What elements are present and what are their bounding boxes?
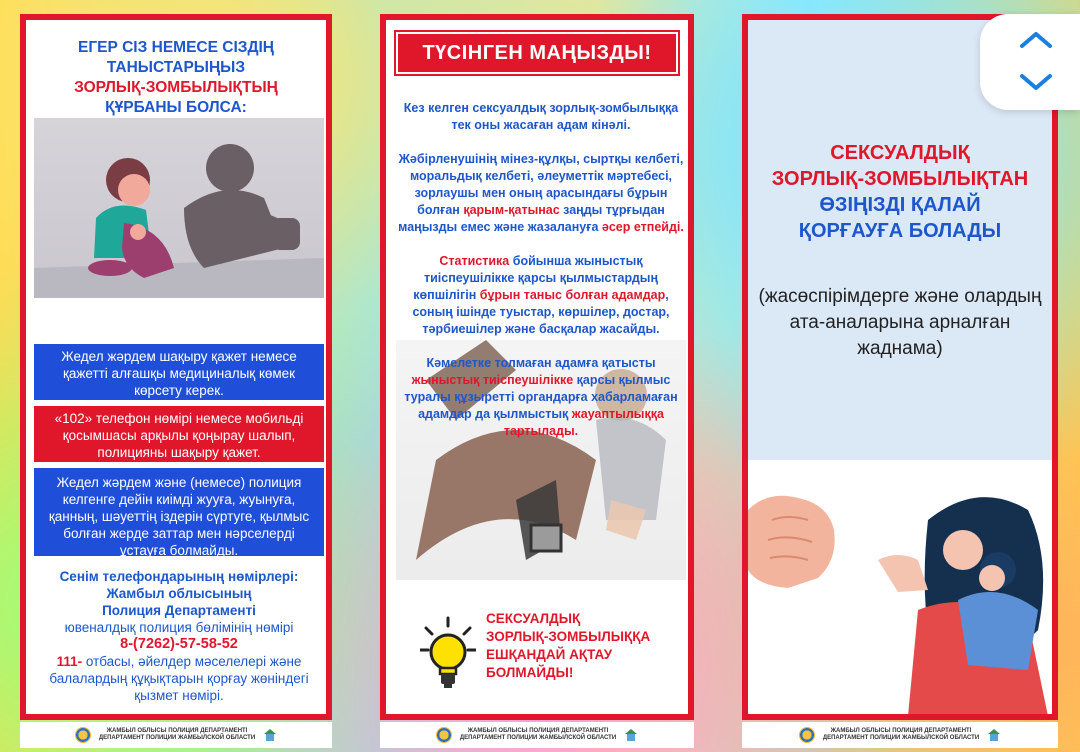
slogan-line2: ЗОРЛЫҚ-ЗОМБЫЛЫҚҚА xyxy=(486,629,651,644)
police-emblem-icon xyxy=(75,727,91,743)
panel2-p2-text-a: Жәбірленушінің мінез-құлқы, сыртқы келбеті, моральдық келбеті, әлеуметтік мәртебесі, зорлаушы мен оның арасындағы бұрын болған xyxy=(398,152,684,217)
panel2-paragraph-4 xyxy=(396,355,686,440)
contacts-111-text: отбасы, әйелдер мәселелері және балалардың құқықтарын қорғау жөніндегі қызмет нөмірі. xyxy=(49,654,309,703)
footer-text xyxy=(823,728,979,742)
victim-illustration xyxy=(34,118,324,298)
house-icon xyxy=(987,729,1001,741)
house-icon xyxy=(263,729,277,741)
panel2-p2-text-b: заңды тұрғыдан маңызды емес және жазалануға xyxy=(398,203,665,234)
panel2-p2-highlight-b: әсер етпейді. xyxy=(601,220,684,234)
contacts-111-number[interactable]: 111- xyxy=(56,654,83,669)
panel2-p4-text-a: Кәмелетке толмаған адамға қатысты xyxy=(426,356,656,370)
chevron-up-icon[interactable] xyxy=(1018,28,1054,52)
contacts-department: ювеналдық полиция бөлімінің нөмірі xyxy=(64,620,294,635)
mother-child-illustration xyxy=(748,460,1052,716)
panel3-title-line2: ЗОРЛЫҚ-ЗОМБЫЛЫҚТАН xyxy=(771,168,1029,190)
footer-line1: ЖАМБЫЛ ОБЛЫСЫ ПОЛИЦИЯ ДЕПАРТАМЕНТІ xyxy=(467,728,609,734)
panel2-paragraph-1: Кез келген сексуалдық зорлық-зомбылыққа тек оны жасаған адам кінәлі. xyxy=(403,101,679,132)
panel2-paragraph-3 xyxy=(396,253,686,338)
footer-line1: ЖАМБЫЛ ОБЛЫСЫ ПОЛИЦИЯ ДЕПАРТАМЕНТІ xyxy=(106,728,248,734)
panel2-body xyxy=(396,100,686,457)
slogan-line3: ЕШҚАНДАЙ АҚТАУ xyxy=(486,647,613,662)
panel2-header: ТҮСІНГЕН МАҢЫЗДЫ! xyxy=(396,32,678,74)
footer-line1: ЖАМБЫЛ ОБЛЫСЫ ПОЛИЦИЯ ДЕПАРТАМЕНТІ xyxy=(830,728,972,734)
contacts-org-line1: Жамбыл облысының xyxy=(106,586,252,601)
panel3-subtitle: (жасөспірімдерге және олардың ата-аналарына арналған жаднама) xyxy=(758,286,1042,359)
contacts-org-line2: Полиция Департаменті xyxy=(102,603,256,618)
info-box-ambulance: Жедел жәрдем шақыру қажет немесе қажетті алғашқы медициналық көмек көрсету керек. xyxy=(34,344,324,400)
page-navigation-widget xyxy=(980,14,1080,110)
panel3-title-line4: ҚОРҒАУҒА БОЛАДЫ xyxy=(798,220,1002,242)
police-emblem-icon xyxy=(436,727,452,743)
footer-line2: ДЕПАРТАМЕНТ ПОЛИЦИИ ЖАМБЫЛСКОЙ ОБЛАСТИ xyxy=(98,735,256,741)
footer-text xyxy=(99,728,255,742)
panel3-title-line1: СЕКСУАЛДЫҚ xyxy=(830,142,970,164)
panel2-p3-text-a: бойынша жыныстық тиіспеушілікке қарсы қылмыстардың көпшілігін xyxy=(413,254,658,302)
panel3-title-line3: ӨЗІҢІЗДІ ҚАЛАЙ xyxy=(819,194,981,216)
panel2-slogan xyxy=(486,610,686,682)
panel2-p2-highlight-a: қарым-қатынас xyxy=(463,203,560,217)
panel2-p4-highlight-a: жыныстық тиіспеушілікке xyxy=(411,373,574,387)
panel1-title-line3: ЗОРЛЫҚ-ЗОМБЫЛЫҚТЫҢ xyxy=(74,79,278,96)
footer-line2: ДЕПАРТАМЕНТ ПОЛИЦИИ ЖАМБЫЛСКОЙ ОБЛАСТИ xyxy=(459,735,617,741)
lightbulb-icon xyxy=(420,616,476,694)
brochure-panel-left xyxy=(20,14,332,720)
brochure-panel-right xyxy=(742,14,1058,720)
house-icon xyxy=(624,729,638,741)
info-box-evidence: Жедел жәрдем және (немесе) полиция келгенге дейін киімді жууға, жуынуға, қанның, шәуеттің іздерін сүртуге, қылмыс болған жерде заттар мен нәрселерді ұстауға болмайды. xyxy=(34,468,324,556)
contacts-phone-number[interactable]: 8-(7262)-57-58-52 xyxy=(120,636,238,652)
chevron-down-icon[interactable] xyxy=(1018,70,1054,94)
panel1-title-line4: ҚҰРБАНЫ БОЛСА: xyxy=(105,99,247,116)
panel2-p3-highlight-a: Статистика xyxy=(439,254,510,268)
panel2-p3-text-b: , соның ішінде туыстар, көршілер, достар, тәрбиешілер және басқалар жасайды. xyxy=(412,288,670,336)
police-emblem-icon xyxy=(799,727,815,743)
slogan-line4: БОЛМАЙДЫ! xyxy=(486,665,574,680)
contacts-intro: Сенім телефондарының нөмірлері: xyxy=(59,569,299,584)
footer-right xyxy=(742,722,1058,748)
panel2-p4-text-b: қарсы қылмыс туралы құзыретті органдарға хабарламаған адамдар да қылмыстық xyxy=(404,373,678,421)
panel1-title-line1: ЕГЕР СІЗ НЕМЕСЕ СІЗДІҢ xyxy=(78,39,274,56)
brochure-panel-middle xyxy=(380,14,694,720)
footer-line2: ДЕПАРТАМЕНТ ПОЛИЦИИ ЖАМБЫЛСКОЙ ОБЛАСТИ xyxy=(822,735,980,741)
contacts-111-service xyxy=(34,653,324,704)
hotline-contacts xyxy=(34,568,324,704)
footer-text xyxy=(460,728,616,742)
panel2-p4-highlight-b: жауаптылыққа тартылады. xyxy=(503,407,664,438)
panel1-title xyxy=(26,38,326,118)
slogan-line1: СЕКСУАЛДЫҚ xyxy=(486,611,581,626)
info-box-police-102: «102» телефон нөмірі немесе мобильді қосымшасы арқылы қоңырау шалып, полицияны шақыру қажет. xyxy=(34,406,324,462)
panel3-title xyxy=(752,140,1048,244)
panel2-paragraph-2 xyxy=(396,151,686,236)
footer-middle xyxy=(380,722,694,748)
footer-left xyxy=(20,722,332,748)
panel1-title-line2: ТАНЫСТАРЫҢЫЗ xyxy=(106,59,246,76)
panel2-p3-highlight-b: бұрын таныс болған адамдар xyxy=(479,288,666,302)
